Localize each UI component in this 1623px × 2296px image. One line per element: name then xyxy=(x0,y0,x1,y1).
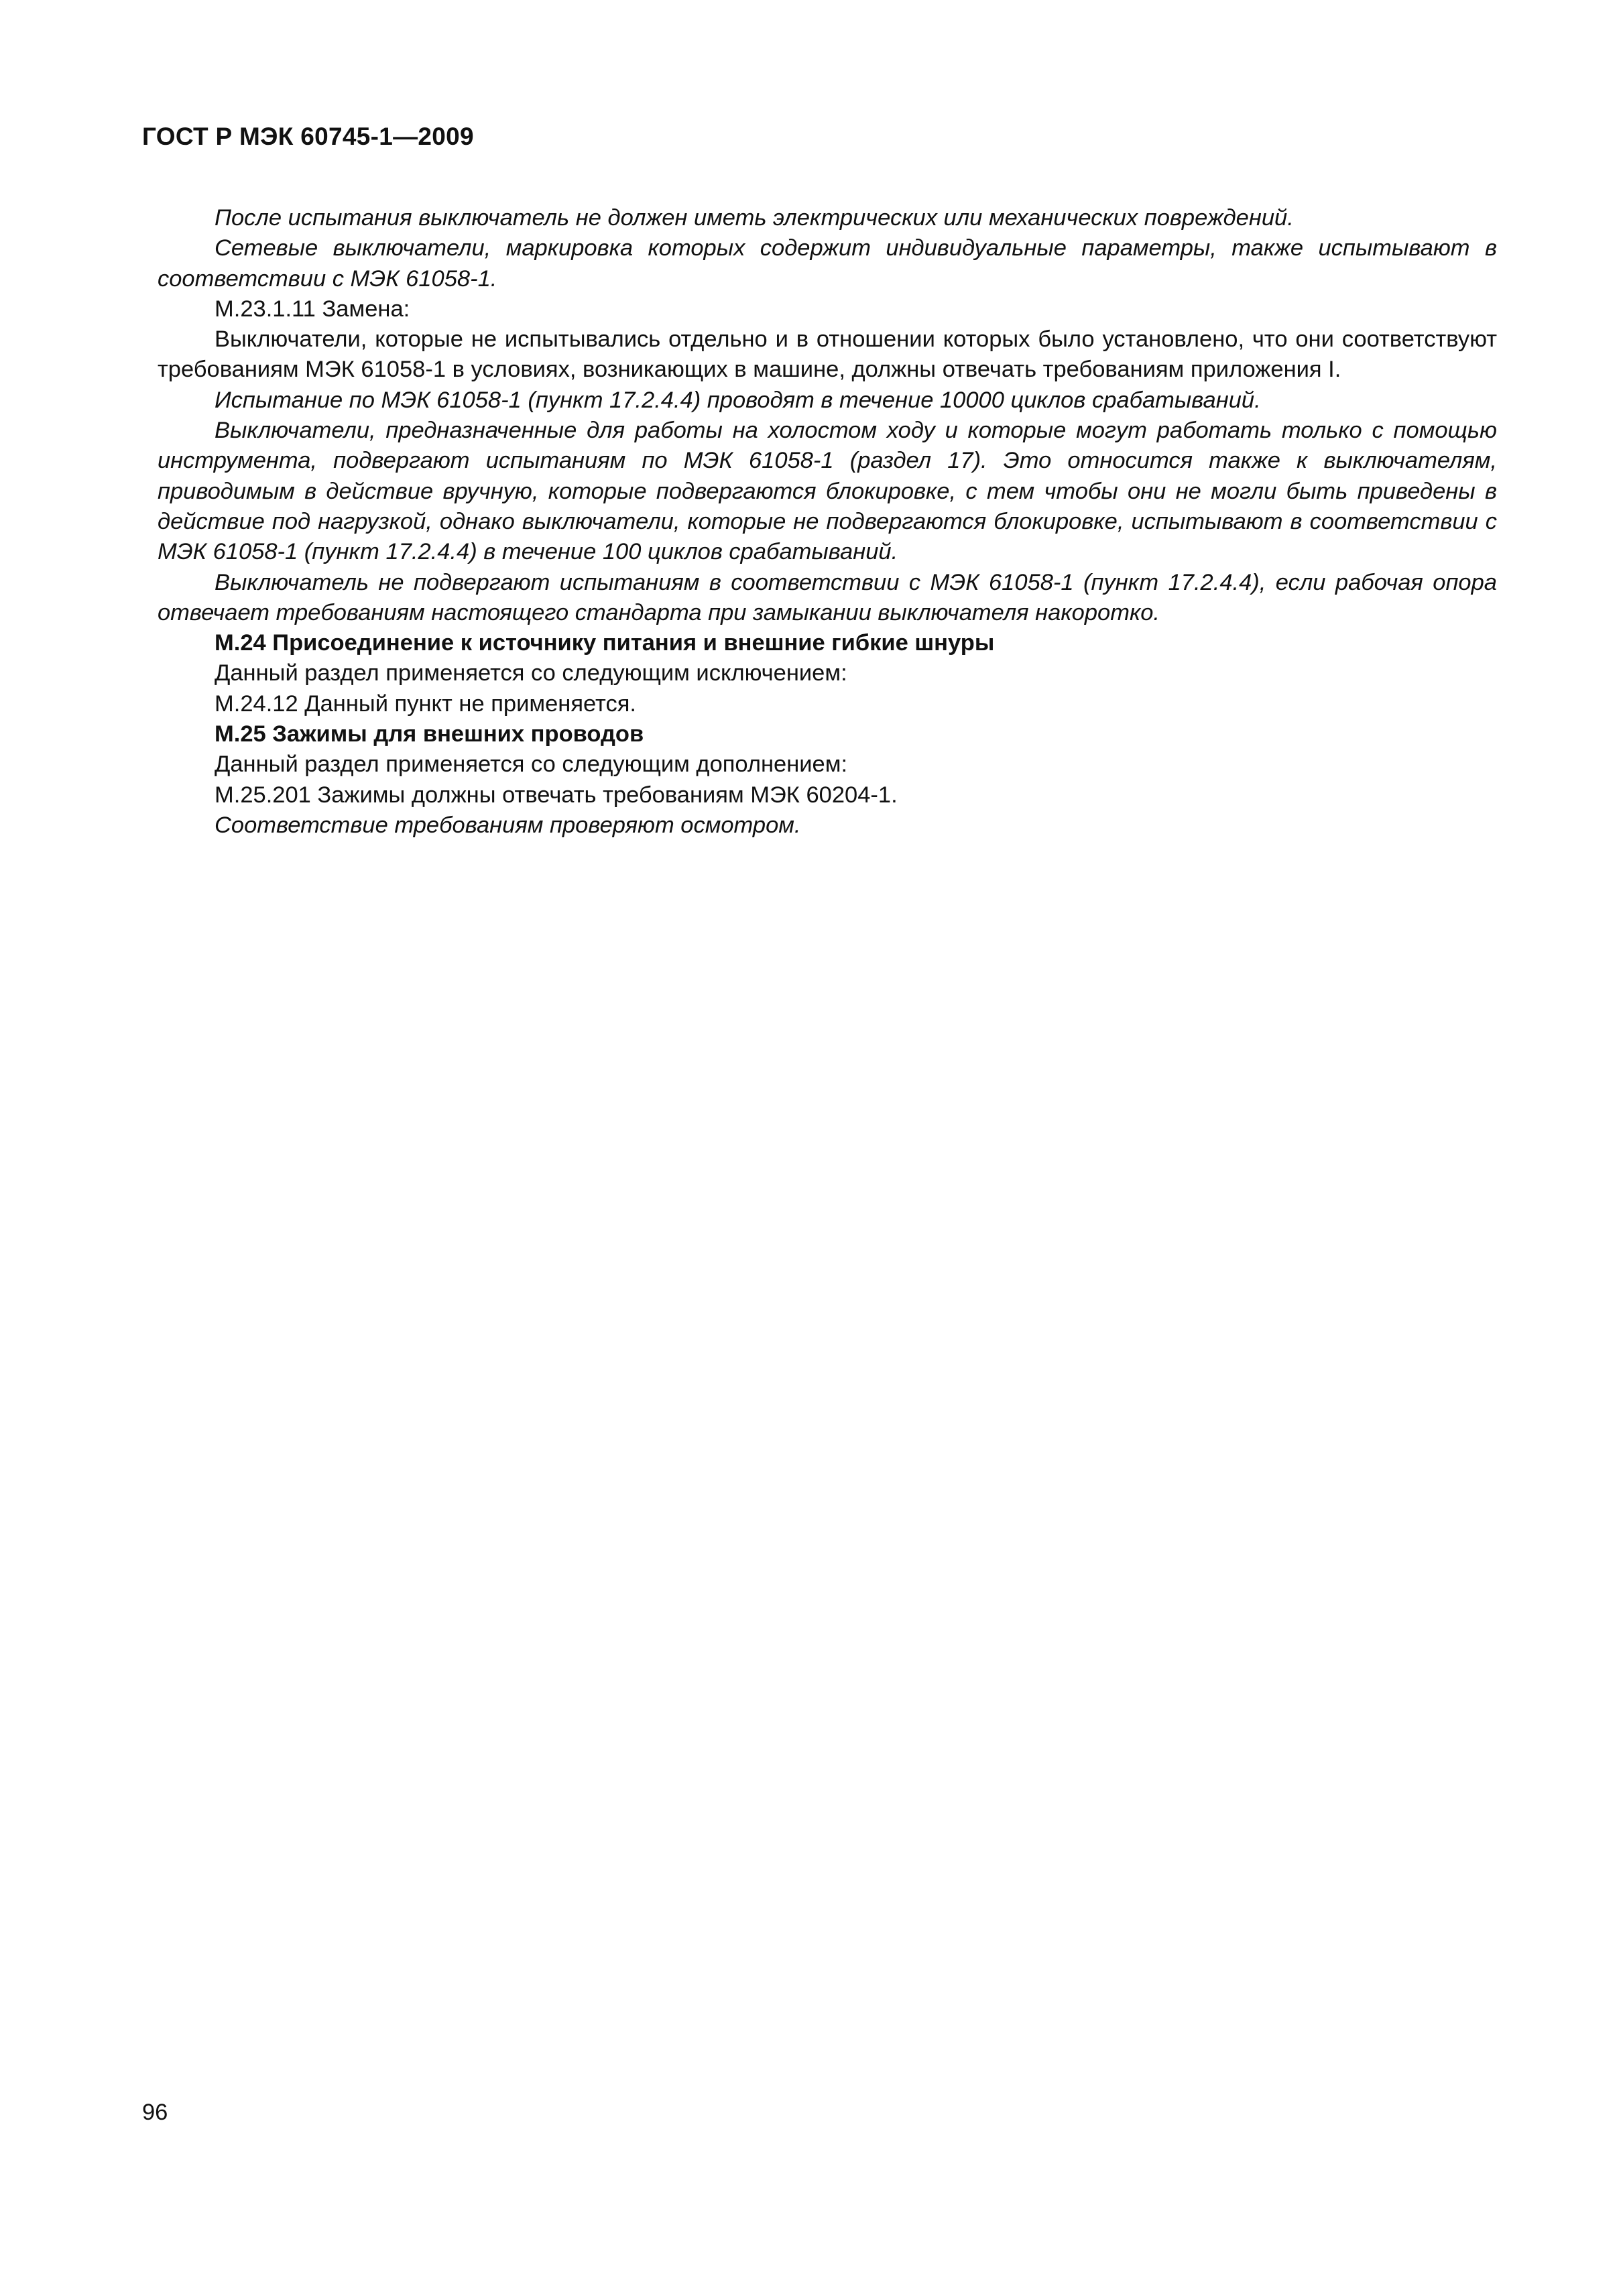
document-body xyxy=(158,203,1497,841)
section-heading-m-25: М.25 Зажимы для внешних проводов xyxy=(215,721,644,747)
paragraph-m-25-applies-with-addition: Данный раздел применяется со следующим дополнением: xyxy=(215,751,848,778)
page-number: 96 xyxy=(142,2100,168,2125)
document-standard-title: ГОСТ Р МЭК 60745-1—2009 xyxy=(142,123,474,150)
clause-m-23-1-11-label: М.23.1.11 Замена: xyxy=(215,296,410,322)
paragraph-switches-not-tested-separately: Выключатели, которые не испытывались отдельно и в отношении которых было установлено, что они соответствуют требованиям МЭК 61058-1 в условиях, возникающих в машине, должны отвечать требованиям приложения I. xyxy=(158,326,1497,383)
paragraph-switch-not-tested-short-circuit: Выключатель не подвергают испытаниям в соответствии с МЭК 61058-1 (пункт 17.2.4.4), если рабочая опора отвечает требованиям настоящего стандарта при замыкании выключателя накоротко. xyxy=(158,569,1497,625)
clause-m-24-12: М.24.12 Данный пункт не применяется. xyxy=(215,690,636,717)
paragraph-no-load-switches: Выключатели, предназначенные для работы на холостом ходу и которые могут работать только с помощью инструмента, подвергают испытаниям по МЭК 61058-1 (раздел 17). Это относится также к выключателям, приводимым в действие вручную, которые подвергаются блокировке, с тем чтобы они не могли быть приведены в действие под нагрузкой, однако выключатели, которые не подвергаются блокировке, испытывают в соответствии с МЭК 61058-1 (пункт 17.2.4.4) в течение 100 циклов срабатываний. xyxy=(158,418,1497,565)
paragraph-m-24-applies-with-exception: Данный раздел применяется со следующим исключением: xyxy=(215,660,847,686)
paragraph-no-damage-after-test: После испытания выключатель не должен иметь электрических или механических повреждений. xyxy=(215,205,1294,231)
clause-m-25-201: М.25.201 Зажимы должны отвечать требованиям МЭК 60204-1. xyxy=(215,782,898,808)
paragraph-test-10000-cycles: Испытание по МЭК 61058-1 (пункт 17.2.4.4) проводят в течение 10000 циклов срабатываний. xyxy=(215,387,1261,413)
section-heading-m-24: М.24 Присоединение к источнику питания и внешние гибкие шнуры xyxy=(215,630,995,656)
paragraph-compliance-by-inspection: Соответствие требованиям проверяют осмотром. xyxy=(215,812,801,838)
paragraph-mains-switches-marking: Сетевые выключатели, маркировка которых содержит индивидуальные параметры, также испытывают в соответствии с МЭК 61058-1. xyxy=(158,235,1497,292)
